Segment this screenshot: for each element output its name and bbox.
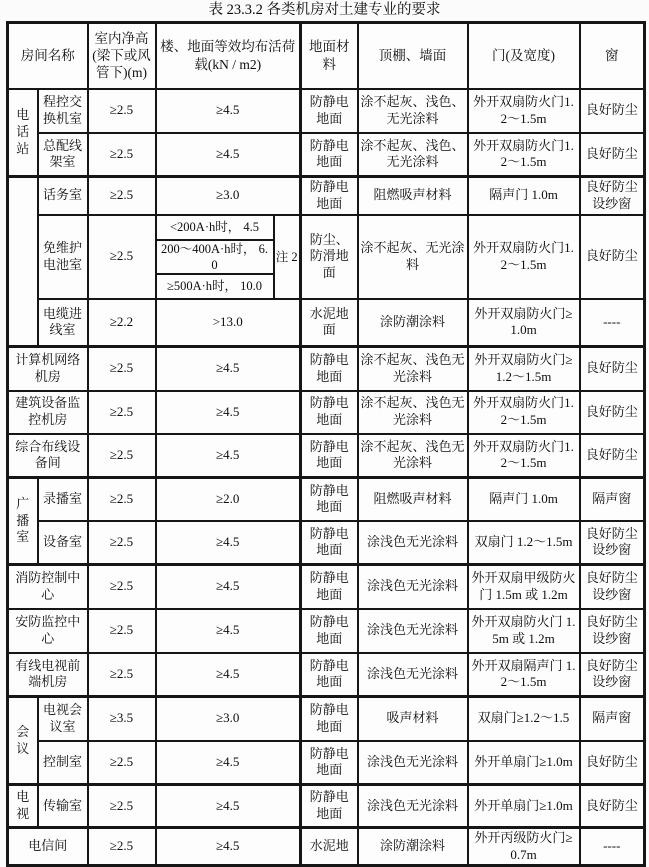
cell-floor: 防静电地面 bbox=[301, 785, 358, 828]
cell-height: ≥2.5 bbox=[88, 391, 156, 434]
table-row bbox=[8, 133, 645, 177]
cell-ceiling: 涂浅色无光涂料 bbox=[358, 565, 468, 609]
table-row bbox=[8, 391, 645, 434]
requirements-table bbox=[6, 21, 646, 867]
room-name: 传输室 bbox=[38, 785, 88, 828]
battery-tier: 200～400A·h时， 6.0 bbox=[157, 241, 273, 275]
group-cell-telephone-station: 电话站 bbox=[8, 89, 38, 177]
cell-window: 良好防尘 bbox=[580, 133, 645, 177]
table-row bbox=[8, 478, 645, 521]
cell-window: ---- bbox=[580, 299, 645, 347]
header-height: 室内净高(梁下或风管下)(m) bbox=[88, 23, 156, 89]
cell-floor: 防静电地面 bbox=[301, 133, 358, 177]
room-name: 综合布线设备间 bbox=[8, 434, 88, 478]
cell-door: 外开双扇防火门 1.5m 或 1.2m bbox=[468, 609, 580, 653]
room-name: 计算机网络机房 bbox=[8, 347, 88, 391]
table-row bbox=[8, 741, 645, 785]
cell-ceiling: 涂不起灰、无光涂料 bbox=[358, 215, 468, 299]
header-load: 楼、地面等效均布活荷载(kN / m2) bbox=[156, 23, 301, 89]
cell-door: 双扇门≥1.2～1.5 bbox=[468, 697, 580, 741]
header-window: 窗 bbox=[580, 23, 645, 89]
cell-load: ≥4.5 bbox=[156, 741, 301, 785]
cell-height: ≥2.2 bbox=[88, 299, 156, 347]
room-name: 有线电视前端机房 bbox=[8, 653, 88, 697]
room-name: 控制室 bbox=[38, 741, 88, 785]
table-row bbox=[8, 299, 645, 347]
room-name: 免维护电池室 bbox=[38, 215, 88, 299]
cell-ceiling: 吸声材料 bbox=[358, 697, 468, 741]
cell-door: 双扇门 1.2～1.5m bbox=[468, 521, 580, 565]
cell-height: ≥2.5 bbox=[88, 565, 156, 609]
cell-ceiling: 涂浅色无光涂料 bbox=[358, 521, 468, 565]
cell-window: 良好防尘 bbox=[580, 391, 645, 434]
group-cell-tv: 电视 bbox=[8, 785, 38, 828]
cell-window: 良好防尘设纱窗 bbox=[580, 653, 645, 697]
table-row bbox=[8, 697, 645, 741]
room-name: 消防控制中心 bbox=[8, 565, 88, 609]
cell-floor: 水泥地 bbox=[301, 828, 358, 866]
battery-tier-list bbox=[157, 216, 275, 298]
room-name: 程控交换机室 bbox=[38, 89, 88, 133]
cell-window: 良好防尘 bbox=[580, 785, 645, 828]
cell-door: 外开双扇隔声门 1.2～1.5m bbox=[468, 653, 580, 697]
room-name: 电缆进线室 bbox=[38, 299, 88, 347]
header-floor: 地面材料 bbox=[301, 23, 358, 89]
cell-load: >13.0 bbox=[156, 299, 301, 347]
room-name: 安防监控中心 bbox=[8, 609, 88, 653]
cell-door: 隔声门 1.0m bbox=[468, 177, 580, 215]
header-room: 房间名称 bbox=[8, 23, 88, 89]
room-name: 录播室 bbox=[38, 478, 88, 521]
cell-window: 隔声窗 bbox=[580, 697, 645, 741]
table-row bbox=[8, 653, 645, 697]
group-cell-broadcast-room: 广播室 bbox=[8, 478, 38, 565]
cell-door: 外开单扇门≥1.0m bbox=[468, 785, 580, 828]
cell-height: ≥2.5 bbox=[88, 215, 156, 299]
header-door: 门(及宽度) bbox=[468, 23, 580, 89]
cell-ceiling: 涂浅色无光涂料 bbox=[358, 653, 468, 697]
room-name: 总配线架室 bbox=[38, 133, 88, 177]
cell-window: ---- bbox=[580, 828, 645, 866]
cell-door: 外开丙级防火门≥0.7m bbox=[468, 828, 580, 866]
cell-load: ≥4.5 bbox=[156, 828, 301, 866]
cell-load: ≥4.5 bbox=[156, 565, 301, 609]
cell-door: 外开双扇甲级防火门 1.5m 或 1.2m bbox=[468, 565, 580, 609]
cell-floor: 防静电地面 bbox=[301, 653, 358, 697]
cell-height: ≥2.5 bbox=[88, 478, 156, 521]
cell-load: ≥4.5 bbox=[156, 609, 301, 653]
battery-tier: ≥500A·h时， 10.0 bbox=[166, 279, 263, 293]
cell-floor: 防静电地面 bbox=[301, 347, 358, 391]
cell-height: ≥2.5 bbox=[88, 653, 156, 697]
cell-load: ≥4.5 bbox=[156, 434, 301, 478]
cell-height: ≥2.5 bbox=[88, 609, 156, 653]
cell-height: ≥2.5 bbox=[88, 177, 156, 215]
battery-tier: <200A·h时， 4.5 bbox=[157, 216, 273, 241]
cell-ceiling: 涂不起灰、浅色无光涂料 bbox=[358, 347, 468, 391]
table-row bbox=[8, 785, 645, 828]
cell-load: ≥3.0 bbox=[156, 697, 301, 741]
cell-floor: 防静电地面 bbox=[301, 697, 358, 741]
battery-load-box bbox=[157, 216, 300, 298]
cell-ceiling: 涂不起灰、浅色无光涂料 bbox=[358, 391, 468, 434]
cell-window: 良好防尘 bbox=[580, 89, 645, 133]
cell-window: 良好防尘设纱窗 bbox=[580, 609, 645, 653]
cell-height: ≥2.5 bbox=[88, 89, 156, 133]
cell-ceiling: 阻燃吸声材料 bbox=[358, 478, 468, 521]
cell-ceiling: 涂防潮涂料 bbox=[358, 299, 468, 347]
cell-floor: 防静电地面 bbox=[301, 741, 358, 785]
cell-floor: 防静电地面 bbox=[301, 434, 358, 478]
cell-load: ≥4.5 bbox=[156, 347, 301, 391]
cell-door: 外开双扇防火门≥1.0m bbox=[468, 299, 580, 347]
cell-door: 外开双扇防火门1.2～1.5m bbox=[468, 434, 580, 478]
group-cell-empty bbox=[8, 177, 38, 347]
cell-door: 外开双扇防火门1.2～1.5m bbox=[468, 391, 580, 434]
cell-height: ≥2.5 bbox=[88, 133, 156, 177]
cell-window: 良好防尘设纱窗 bbox=[580, 177, 645, 215]
table-row bbox=[8, 565, 645, 609]
cell-floor: 防尘、防滑地面 bbox=[301, 215, 358, 299]
cell-door: 隔声门 1.0m bbox=[468, 478, 580, 521]
cell-door: 外开双扇防火门≥1.2～1.5m bbox=[468, 347, 580, 391]
battery-note: 注 2 bbox=[275, 249, 298, 264]
cell-door: 外开双扇防火门1.2～1.5m bbox=[468, 133, 580, 177]
cell-window: 良好防尘 bbox=[580, 741, 645, 785]
cell-door: 外开单扇门≥1.0m bbox=[468, 741, 580, 785]
header-row bbox=[8, 23, 645, 89]
cell-floor: 防静电地面 bbox=[301, 565, 358, 609]
table-row bbox=[8, 609, 645, 653]
table-row bbox=[8, 89, 645, 133]
cell-floor: 防静电地面 bbox=[301, 609, 358, 653]
cell-height: ≥2.5 bbox=[88, 828, 156, 866]
cell-load: ≥4.5 bbox=[156, 89, 301, 133]
room-name: 电视会议室 bbox=[38, 697, 88, 741]
cell-floor: 防静电地面 bbox=[301, 177, 358, 215]
cell-ceiling: 涂浅色无光涂料 bbox=[358, 741, 468, 785]
cell-floor: 防静电地面 bbox=[301, 478, 358, 521]
group-cell-conference: 会议 bbox=[8, 697, 38, 785]
room-name: 话务室 bbox=[38, 177, 88, 215]
cell-window: 良好防尘设纱窗 bbox=[580, 521, 645, 565]
table-title: 表 23.3.2 各类机房对土建专业的要求 bbox=[208, 2, 441, 18]
cell-load: ≥4.5 bbox=[156, 521, 301, 565]
cell-ceiling: 涂浅色无光涂料 bbox=[358, 785, 468, 828]
cell-door: 外开双扇防火门1.2～1.5m bbox=[468, 89, 580, 133]
table-row bbox=[8, 521, 645, 565]
cell-floor: 防静电地面 bbox=[301, 391, 358, 434]
cell-height: ≥3.5 bbox=[88, 697, 156, 741]
cell-load: ≥4.5 bbox=[156, 785, 301, 828]
cell-ceiling: 阻燃吸声材料 bbox=[358, 177, 468, 215]
cell-floor: 防静电地面 bbox=[301, 89, 358, 133]
table-row bbox=[8, 177, 645, 215]
cell-load: ≥3.0 bbox=[156, 177, 301, 215]
cell-window: 隔声窗 bbox=[580, 478, 645, 521]
cell-load-battery bbox=[156, 215, 301, 299]
cell-ceiling: 涂不起灰、浅色无光涂料 bbox=[358, 434, 468, 478]
table-row bbox=[8, 215, 645, 299]
room-name: 设备室 bbox=[38, 521, 88, 565]
table-row bbox=[8, 347, 645, 391]
header-ceiling: 顶棚、墙面 bbox=[358, 23, 468, 89]
table-row bbox=[8, 434, 645, 478]
cell-height: ≥2.5 bbox=[88, 741, 156, 785]
cell-ceiling: 涂浅色无光涂料 bbox=[358, 609, 468, 653]
cell-height: ≥2.5 bbox=[88, 785, 156, 828]
cell-window: 良好防尘 bbox=[580, 347, 645, 391]
cell-load: ≥4.5 bbox=[156, 391, 301, 434]
cell-door: 外开双扇防火门1.2～1.5m bbox=[468, 215, 580, 299]
cell-floor: 防静电地面 bbox=[301, 521, 358, 565]
cell-ceiling: 涂不起灰、浅色、无光涂料 bbox=[358, 133, 468, 177]
cell-ceiling: 涂不起灰、浅色、无光涂料 bbox=[358, 89, 468, 133]
cell-floor: 水泥地面 bbox=[301, 299, 358, 347]
cell-height: ≥2.5 bbox=[88, 434, 156, 478]
cell-window: 良好防尘 bbox=[580, 434, 645, 478]
cell-window: 良好防尘 bbox=[580, 215, 645, 299]
cell-height: ≥2.5 bbox=[88, 521, 156, 565]
room-name: 建筑设备监控机房 bbox=[8, 391, 88, 434]
cell-load: ≥4.5 bbox=[156, 653, 301, 697]
cell-window: 良好防尘设纱窗 bbox=[580, 565, 645, 609]
cell-height: ≥2.5 bbox=[88, 347, 156, 391]
room-name: 电信间 bbox=[8, 828, 88, 866]
cell-load: ≥2.0 bbox=[156, 478, 301, 521]
table-row bbox=[8, 828, 645, 866]
cell-ceiling: 涂防潮涂料 bbox=[358, 828, 468, 866]
cell-load: ≥4.5 bbox=[156, 133, 301, 177]
